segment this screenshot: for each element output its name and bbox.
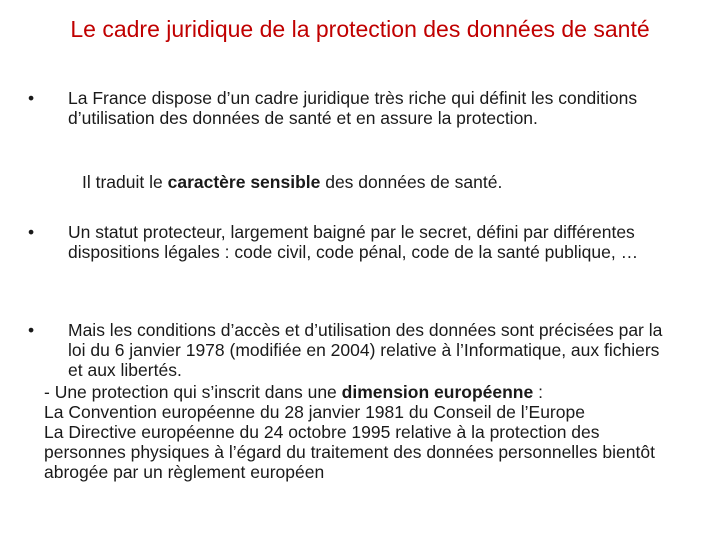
bullet-text: Un statut protecteur, largement baigné par le secret, défini par différentes dispositions légales : code civil, code pénal, code de la santé publique, …: [68, 222, 639, 262]
bullet-marker: •: [28, 222, 35, 242]
dash-text-before: Une protection qui s’inscrit dans une: [49, 382, 342, 402]
dash-text-bold: dimension européenne: [341, 382, 534, 402]
dash-marker: -: [44, 382, 50, 402]
dash-item: [44, 382, 684, 402]
bullet-item-1: [28, 88, 678, 128]
dash-text-after: :: [533, 382, 543, 402]
bullet-text: Mais les conditions d’accès et d’utilisation des données sont précisées par la loi du 6 janvier 1978 (modifiée en 2004) relative à l’Informatique, aux fichiers et aux libertés.: [68, 320, 663, 380]
bullet-item-2: [28, 222, 678, 262]
directive-line: La Directive européenne du 24 octobre 1995 relative à la protection des personnes physiques à l’égard du traitement des données personnelles bientôt abrogée par un règlement européen: [44, 422, 655, 482]
bullet-text: La France dispose d’un cadre juridique très riche qui définit les conditions d’utilisation des données de santé et en assure la protection.: [68, 88, 638, 128]
bullet-marker: •: [28, 88, 35, 108]
convention-line: La Convention européenne du 28 janvier 1981 du Conseil de l’Europe: [44, 402, 585, 422]
bullet-item-3: [28, 320, 678, 380]
note-text-after: des données de santé.: [320, 172, 503, 192]
slide-title: Le cadre juridique de la protection des données de santé: [70, 16, 650, 42]
note-text-bold: caractère sensible: [167, 172, 321, 192]
bullet-marker: •: [28, 320, 35, 340]
sensitive-note: [82, 172, 682, 192]
note-text-before: Il traduit le: [82, 172, 168, 192]
